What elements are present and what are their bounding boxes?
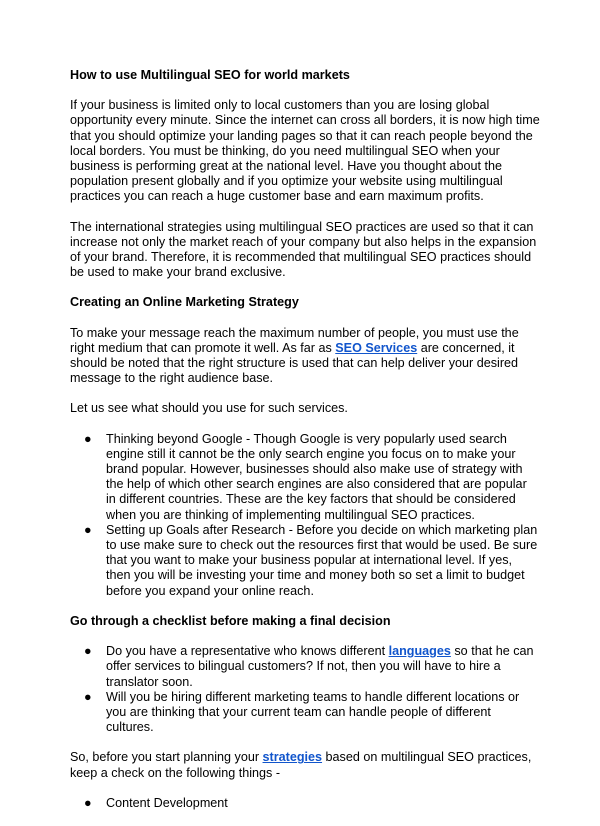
document-page	[70, 68, 540, 826]
bullet-icon: ●	[84, 795, 92, 810]
strategy-bullet-list	[70, 432, 540, 599]
list-item-text: Thinking beyond Google - Though Google is very popularly used search engine still it cannot be the only search engine you focus on to make your brand popular. However, businesses should also make use of strategy with the help of which other search engines are also considered that are popular in different countries. These are the key factors that should be considered when you are thinking of implementing multilingual SEO practices.	[106, 431, 527, 522]
list-item-text: Content Development	[106, 795, 228, 810]
strategy-p1-text-after: are concerned, it should be noted that the right structure is used that can help deliver your desired message to the right audience base.	[70, 340, 519, 386]
strategy-p1-text-before: To make your message reach the maximum number of people, you must use the right medium that can promote it well. As far as	[70, 325, 519, 355]
list-item-text: Setting up Goals after Research - Before you decide on which marketing plan to use make sure to check out the resources first that would be used. Be sure that you want to make your business popular at international level. If yes, then you will be investing your time and money both so set a limit to budget before you expand your online reach.	[106, 522, 538, 598]
strategy-paragraph-2: Let us see what should you use for such services.	[70, 401, 348, 416]
list-item	[70, 644, 540, 690]
final-bullet-list	[70, 796, 540, 811]
strategy-paragraph-1	[70, 326, 540, 387]
section-heading-checklist: Go through a checklist before making a final decision	[70, 613, 391, 628]
list-item-text-before: Do you have a representative who knows different	[106, 644, 389, 659]
section-heading-marketing-strategy: Creating an Online Marketing Strategy	[70, 295, 299, 310]
languages-link[interactable]: languages	[388, 644, 451, 659]
document-title: How to use Multilingual SEO for world markets	[70, 68, 350, 82]
strategies-link[interactable]: strategies	[262, 750, 323, 765]
seo-services-link[interactable]: SEO Services	[335, 340, 418, 355]
checklist-p-text-before: So, before you start planning your	[70, 750, 263, 765]
bullet-icon: ●	[84, 431, 92, 446]
bullet-icon: ●	[84, 644, 92, 659]
checklist-p-text-after: based on multilingual SEO practices, keep a check on the following things -	[70, 750, 532, 780]
list-item	[70, 523, 540, 599]
intro-paragraph-2: The international strategies using multilingual SEO practices are used so that it can increase not only the market reach of your company but also helps in the expansion of your brand. Therefore, it is recommended that multilingual SEO practices should be used to make your brand exclusive.	[70, 219, 537, 280]
list-item	[70, 690, 540, 736]
list-item	[70, 432, 540, 523]
bullet-icon: ●	[84, 522, 92, 537]
list-item	[70, 796, 540, 811]
intro-paragraph-1: If your business is limited only to local customers than you are losing global opportunity every minute. Since the internet can cross all borders, it is now high time that you should optimize your landing pages so that it can reach people beyond the local borders. You must be thinking, do you need multilingual SEO when your business is performing great at the national level. Have you thought about the population present globally and if you optimize your website using multilingual practices you can reach a huge customer base and earn maximum profits.	[70, 98, 540, 204]
checklist-bullet-list	[70, 644, 540, 735]
bullet-icon: ●	[84, 689, 92, 704]
list-item-text: Will you be hiring different marketing teams to handle different locations or you are thinking that your current team can handle people of different cultures.	[106, 689, 520, 735]
list-item-text-after: so that he can offer services to bilingual customers? If not, then you will have to hire a translator soon.	[106, 644, 534, 689]
checklist-paragraph	[70, 750, 540, 780]
